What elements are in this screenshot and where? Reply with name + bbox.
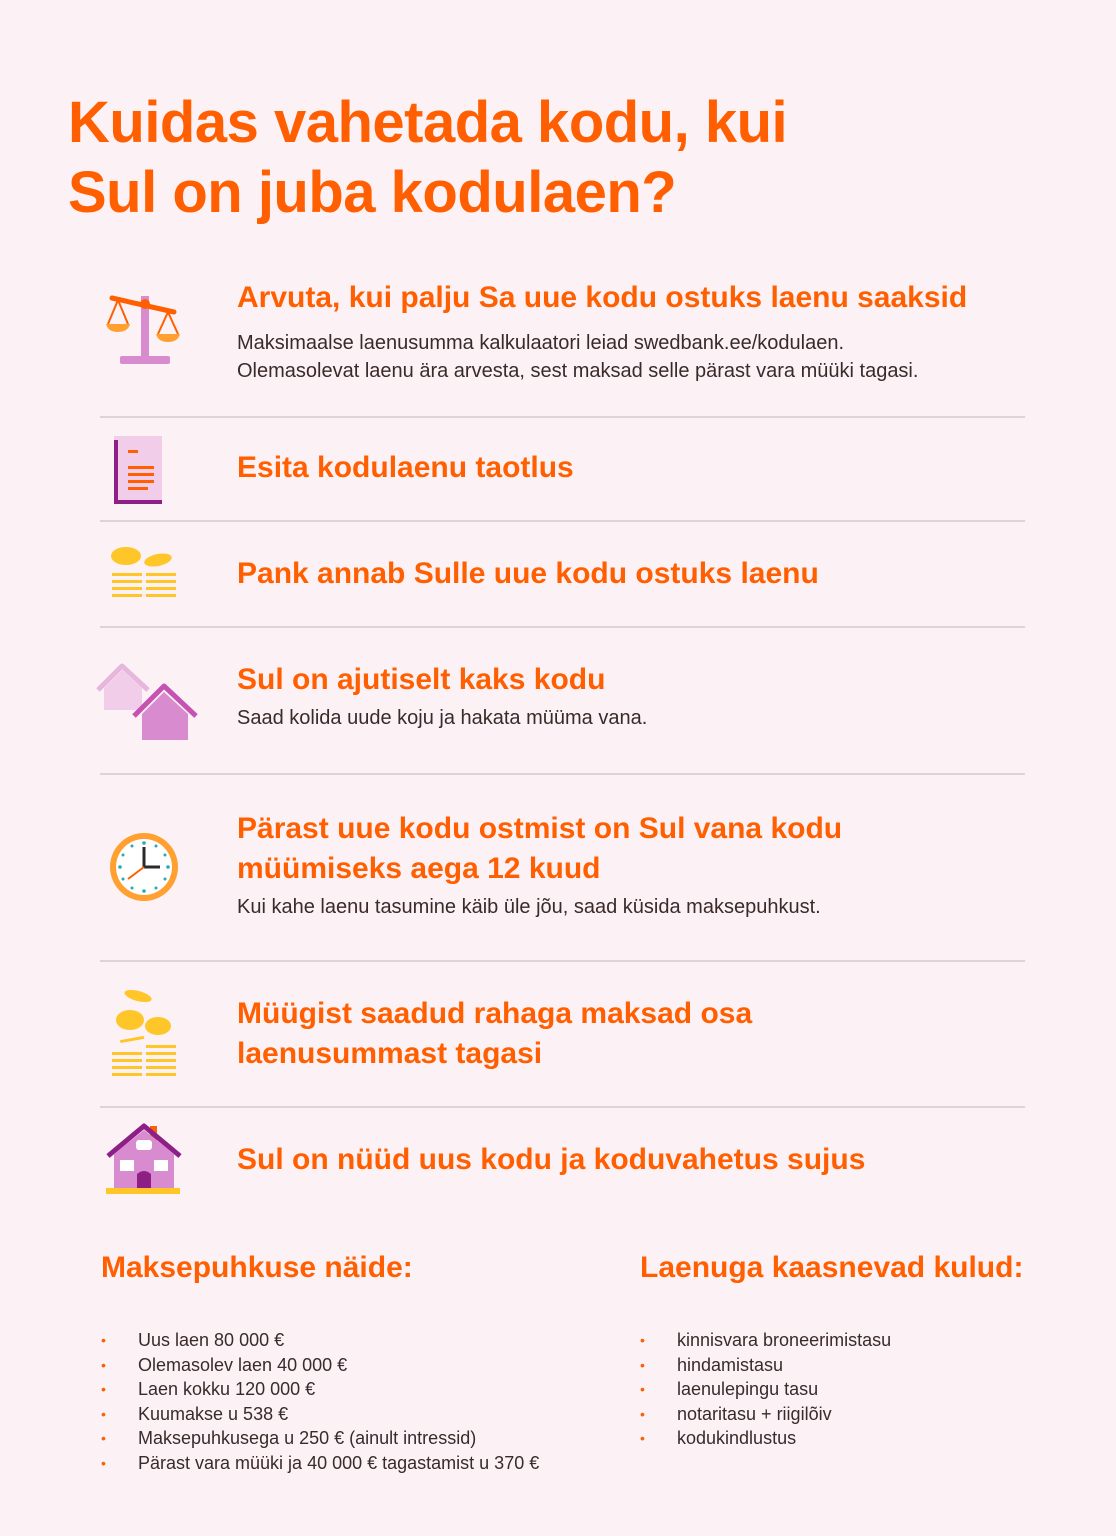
list-item: • Kuumakse u 538 € xyxy=(101,1402,539,1427)
list-item: • Maksepuhkusega u 250 € (ainult intressid) xyxy=(101,1426,539,1451)
step-5-heading xyxy=(237,809,1025,889)
payment-holiday-example xyxy=(101,1248,539,1475)
step-7 xyxy=(100,1108,1025,1208)
step-4-desc-line-1: Saad kolida uude koju ja hakata müüma vana. xyxy=(237,707,648,729)
house-icon xyxy=(104,1122,204,1201)
step-4-description xyxy=(237,704,1025,732)
payment-holiday-list xyxy=(101,1328,539,1475)
step-5-heading-line-1: Pärast uue kodu ostmist on Sul vana kodu xyxy=(237,812,843,845)
list-item: • laenulepingu tasu xyxy=(640,1377,1023,1402)
page-title xyxy=(68,88,968,228)
list-item: • Pärast vara müüki ja 40 000 € tagastamist u 370 € xyxy=(101,1451,539,1476)
step-5-heading-line-2: müümiseks aega 12 kuud xyxy=(237,852,601,885)
step-2 xyxy=(100,418,1025,522)
step-6 xyxy=(100,962,1025,1108)
scales-icon xyxy=(100,284,200,379)
list-item: • Uus laen 80 000 € xyxy=(101,1328,539,1353)
payment-holiday-title: Maksepuhkuse näide: xyxy=(101,1251,413,1284)
step-5 xyxy=(100,775,1025,962)
step-1-desc-line-1: Maksimaalse laenusumma kalkulaatori leiad swedbank.ee/kodulaen. xyxy=(237,332,845,354)
loan-costs xyxy=(640,1248,1023,1451)
list-item: • Laen kokku 120 000 € xyxy=(101,1377,539,1402)
step-1-desc-line-2: Olemasolevat laenu ära arvesta, sest maksad selle pärast vara müüki tagasi. xyxy=(237,360,919,382)
list-item: • notaritasu + riigilõiv xyxy=(640,1402,1023,1427)
step-4-heading: Sul on ajutiselt kaks kodu xyxy=(237,663,606,696)
coins-icon xyxy=(100,546,200,611)
step-3-heading: Pank annab Sulle uue kodu ostuks laenu xyxy=(237,557,819,590)
document-icon xyxy=(100,432,200,511)
two-houses-icon xyxy=(90,658,190,747)
step-2-heading: Esita kodulaenu taotlus xyxy=(237,451,574,484)
step-7-heading: Sul on nüüd uus kodu ja koduvahetus sujus xyxy=(237,1143,866,1176)
step-4 xyxy=(100,628,1025,775)
falling-coins-icon xyxy=(100,986,200,1087)
list-item: • kinnisvara broneerimistasu xyxy=(640,1328,1023,1353)
step-6-heading-line-2: laenusummast tagasi xyxy=(237,1037,543,1070)
step-5-desc-line-1: Kui kahe laenu tasumine käib üle jõu, saad küsida maksepuhkust. xyxy=(237,896,821,918)
page-title-line1: Kuidas vahetada kodu, kui xyxy=(68,90,788,155)
step-1-heading: Arvuta, kui palju Sa uue kodu ostuks laenu saaksid xyxy=(237,281,968,314)
clock-icon xyxy=(106,829,206,914)
step-1 xyxy=(100,258,1025,418)
step-1-description xyxy=(237,329,1025,385)
page-title-line2: Sul on juba kodulaen? xyxy=(68,160,677,225)
loan-costs-title: Laenuga kaasnevad kulud: xyxy=(640,1251,1024,1284)
loan-costs-list xyxy=(640,1328,1023,1451)
step-6-heading-line-1: Müügist saadud rahaga maksad osa xyxy=(237,997,753,1030)
step-5-description xyxy=(237,893,1025,921)
list-item: • kodukindlustus xyxy=(640,1426,1023,1451)
list-item: • Olemasolev laen 40 000 € xyxy=(101,1353,539,1378)
step-6-heading xyxy=(237,994,1025,1074)
steps-list xyxy=(100,258,1025,1208)
list-item: • hindamistasu xyxy=(640,1353,1023,1378)
step-3 xyxy=(100,522,1025,628)
